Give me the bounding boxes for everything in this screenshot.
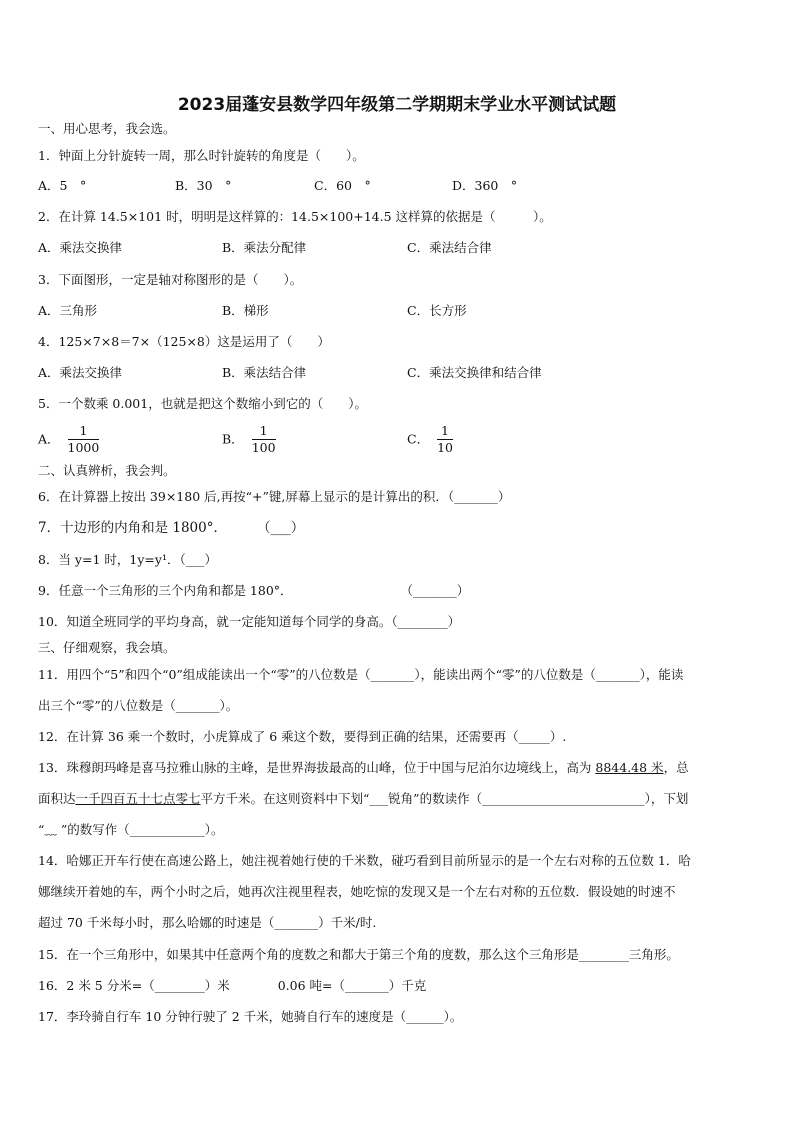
q6-answer-blank: （_______） (447, 489, 511, 504)
page-title: 2023届蓬安县数学四年级第二学期期末学业水平测试试题 (177, 95, 617, 115)
q5-stem: 5．一个数乘 0.001，也就是把这个数缩小到它的（ ）。 (38, 396, 367, 411)
q5-option-a-denominator: 1000 (67, 440, 100, 455)
q7-line (38, 520, 304, 536)
q9-line (38, 583, 469, 599)
q11-line-2: 出三个“零”的八位数是（_______）。 (38, 698, 239, 713)
q17-line: 17．李玲骑自行车 10 分钟行驶了 2 千米，她骑自行车的速度是（______）。 (38, 1009, 463, 1024)
section-3-heading: 三、仔细观察，我会填。 (38, 640, 176, 655)
q2-option-b: B．乘法分配律 (222, 240, 307, 255)
section-1-heading: 一、用心思考，我会选。 (38, 121, 176, 136)
section-2-heading: 二、认真辨析，我会判。 (38, 463, 176, 478)
q15-line: 15．在一个三角形中，如果其中任意两个角的度数之和都大于第三个角的度数，那么这个三角形是________三角形。 (38, 947, 679, 962)
q5-option-b (222, 423, 276, 456)
q10-line (38, 614, 460, 630)
q5-option-a-fraction (68, 423, 100, 456)
q4-option-a: A．乘法交换律 (38, 365, 123, 380)
q13-area-underlined: 一千四百五十七点零七 (75, 791, 201, 806)
q9-text: 9．任意一个三角形的三个内角和都是 180°． (38, 583, 293, 598)
q10-text: 10．知道全班同学的平均身高，就一定能知道每个同学的身高。 (38, 614, 392, 629)
q13-text-2b: 平方千米。在这则资料中下划“___锐角”的数读作（__________________________），下划 (200, 791, 689, 806)
q10-answer-blank: （________） (391, 614, 461, 629)
q13-text-2a: 面积达 (38, 791, 76, 806)
q5-option-a-label: A． (38, 431, 60, 447)
q8-line (38, 552, 217, 568)
q13-line-1 (38, 760, 689, 776)
q5-option-c (407, 423, 453, 456)
q14-line-3: 超过 70 千米每小时，那么哈娜的时速是（_______）千米/时. (38, 915, 377, 930)
q5-option-a (38, 423, 99, 456)
q3-stem: 3．下面图形，一定是轴对称图形的是（ ）。 (38, 272, 303, 287)
q2-option-a: A．乘法交换律 (38, 240, 123, 255)
q16-part-a: 16．2 米 5 分米=（________）米 (38, 978, 230, 993)
q5-option-b-denominator: 100 (251, 440, 276, 455)
q3-option-c: C．长方形 (407, 303, 467, 318)
q13-text-1b: ，总 (663, 760, 689, 775)
q13-text-1a: 13．珠穆朗玛峰是喜马拉雅山脉的主峰，是世界海拔最高的山峰，位于中国与尼泊尔边境线上，高为 (38, 760, 596, 775)
q14-line-1: 14．哈娜正开车行使在高速公路上，她注视着她行使的千米数，碰巧看到目前所显示的是一个左右对称的五位数 1．哈 (38, 853, 691, 868)
q4-stem: 4．125×7×8＝7×（125×8）这是运用了（ ） (38, 334, 330, 349)
q6-line (38, 489, 510, 505)
q5-option-b-fraction (252, 423, 276, 456)
q13-height-underlined: 8844.48 米 (595, 760, 664, 775)
q13-line-2 (38, 791, 688, 807)
q4-option-c: C．乘法交换律和结合律 (407, 365, 542, 380)
q1-stem: 1．钟面上分针旋转一周，那么时针旋转的角度是（ ）。 (38, 148, 365, 163)
q2-stem: 2．在计算 14.5×101 时，明明是这样算的：14.5×100+14.5 这样算的依据是（ ）。 (38, 209, 552, 224)
q1-option-d: D．360 ° (452, 178, 518, 193)
q1-option-b: B．30 ° (175, 178, 232, 193)
q7-text: 7．十边形的内角和是 1800°． (38, 520, 227, 536)
q1-option-c: C．60 ° (314, 178, 371, 193)
q5-option-b-numerator: 1 (252, 423, 276, 440)
q13-line-3: “﹏ ”的数写作（____________）。 (38, 822, 224, 837)
q5-option-b-label: B． (222, 431, 244, 447)
q14-line-2: 娜继续开着她的车，两个小时之后，她再次注视里程表，她吃惊的发现又是一个左右对称的五位数．假设她的时速不 (38, 884, 676, 899)
q12-line: 12．在计算 36 乘一个数时，小虎算成了 6 乘这个数，要得到正确的结果，还需要再（_____）. (38, 729, 567, 744)
q8-text: 8．当 y=1 时，1y=y¹． (38, 552, 180, 567)
q3-option-b: B．梯形 (222, 303, 269, 318)
q5-option-c-label: C． (407, 431, 430, 447)
q16-line (38, 978, 426, 994)
q16-part-b: 0.06 吨=（_______）千克 (277, 978, 427, 993)
q4-option-b: B．乘法结合律 (222, 365, 307, 380)
q1-option-a: A．5 ° (38, 178, 87, 193)
q5-option-c-fraction (437, 423, 453, 456)
q5-option-c-numerator: 1 (437, 423, 453, 440)
q11-line-1: 11．用四个“5”和四个“0”组成能读出一个“零”的八位数是（_______），能读出两个“零”的八位数是（_______），能读 (38, 667, 684, 682)
q8-answer-blank: （___） (179, 552, 217, 567)
q3-option-a: A．三角形 (38, 303, 98, 318)
q5-option-c-denominator: 10 (437, 440, 453, 455)
q5-option-a-numerator: 1 (68, 423, 100, 440)
q2-option-c: C．乘法结合律 (407, 240, 492, 255)
q6-text: 6．在计算器上按出 39×180 后,再按“+”键,屏幕上显示的是计算出的积． (38, 489, 448, 504)
q9-answer-blank: （_______） (400, 583, 470, 598)
q7-answer-blank: （___） (257, 520, 305, 536)
